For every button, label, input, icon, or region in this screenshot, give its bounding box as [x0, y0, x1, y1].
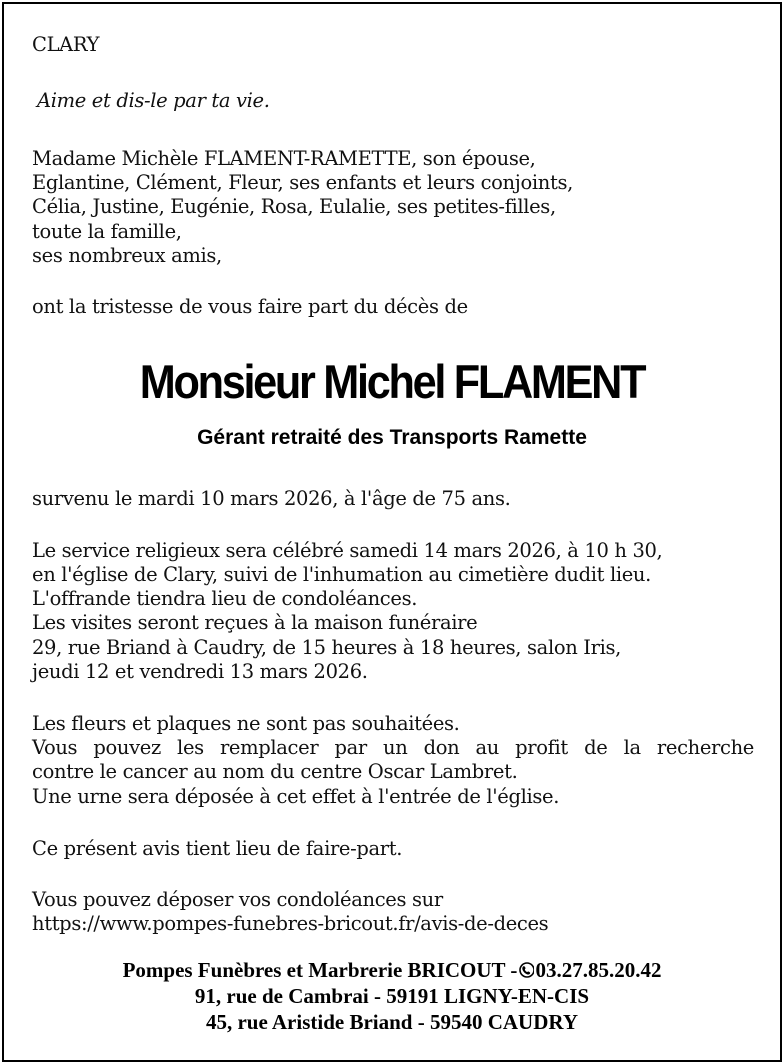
deceased-name: Monsieur Michel FLAMENT: [139, 355, 645, 408]
flowers-line: Vous pouvez les remplacer par un don au profit de la recherche: [32, 736, 754, 759]
service-line: L'offrande tiendra lieu de condoléances.: [32, 587, 418, 610]
town-heading: CLARY: [32, 33, 100, 56]
condolences-line: Vous pouvez déposer vos condoléances sur: [32, 888, 443, 911]
motto: Aime et dis-le par ta vie.: [37, 89, 270, 112]
announcement-text: ont la tristesse de vous faire part du décès de: [32, 295, 468, 318]
service-line: 29, rue Briand à Caudry, de 15 heures à 18 heures, salon Iris,: [32, 636, 621, 659]
condolences-url[interactable]: https://www.pompes-funebres-bricout.fr/avis-de-deces: [32, 912, 549, 935]
service-line: jeudi 12 et vendredi 13 mars 2026.: [32, 660, 368, 683]
family-line: toute la famille,: [32, 220, 182, 243]
family-line: Célia, Justine, Eugénie, Rosa, Eulalie, ses petites-filles,: [32, 195, 556, 218]
service-line: Le service religieux sera célébré samedi 14 mars 2026, à 10 h 30,: [32, 539, 663, 562]
family-line: Eglantine, Clément, Fleur, ses enfants et leurs conjoints,: [32, 171, 573, 194]
service-line: Les visites seront reçues à la maison funéraire: [32, 611, 478, 634]
family-line: ses nombreux amis,: [32, 244, 222, 267]
death-date-line: survenu le mardi 10 mars 2026, à l'âge de 75 ans.: [32, 487, 511, 510]
flowers-line: Les fleurs et plaques ne sont pas souhaitées.: [32, 712, 460, 735]
service-line: en l'église de Clary, suivi de l'inhumation au cimetière dudit lieu.: [32, 563, 651, 586]
funeral-home-phone[interactable]: 03.27.85.20.42: [535, 958, 662, 982]
flowers-line: contre le cancer au nom du centre Oscar Lambret.: [32, 760, 518, 783]
funeral-home-address: 45, rue Aristide Briand - 59540 CAUDRY: [205, 1010, 578, 1034]
flowers-line: Une urne sera déposée à cet effet à l'entrée de l'église.: [32, 785, 560, 808]
funeral-home-address: 91, rue de Cambrai - 59191 LIGNY-EN-CIS: [194, 984, 590, 1008]
notice-line: Ce présent avis tient lieu de faire-part.: [32, 837, 403, 860]
family-line: Madame Michèle FLAMENT-RAMETTE, son épouse,: [32, 147, 536, 170]
deceased-title: Gérant retraité des Transports Ramette: [197, 426, 587, 449]
funeral-home-name: Pompes Funèbres et Marbrerie BRICOUT -: [122, 958, 518, 982]
telephone-icon: [518, 959, 534, 977]
funeral-home-contact: [0, 957, 784, 983]
